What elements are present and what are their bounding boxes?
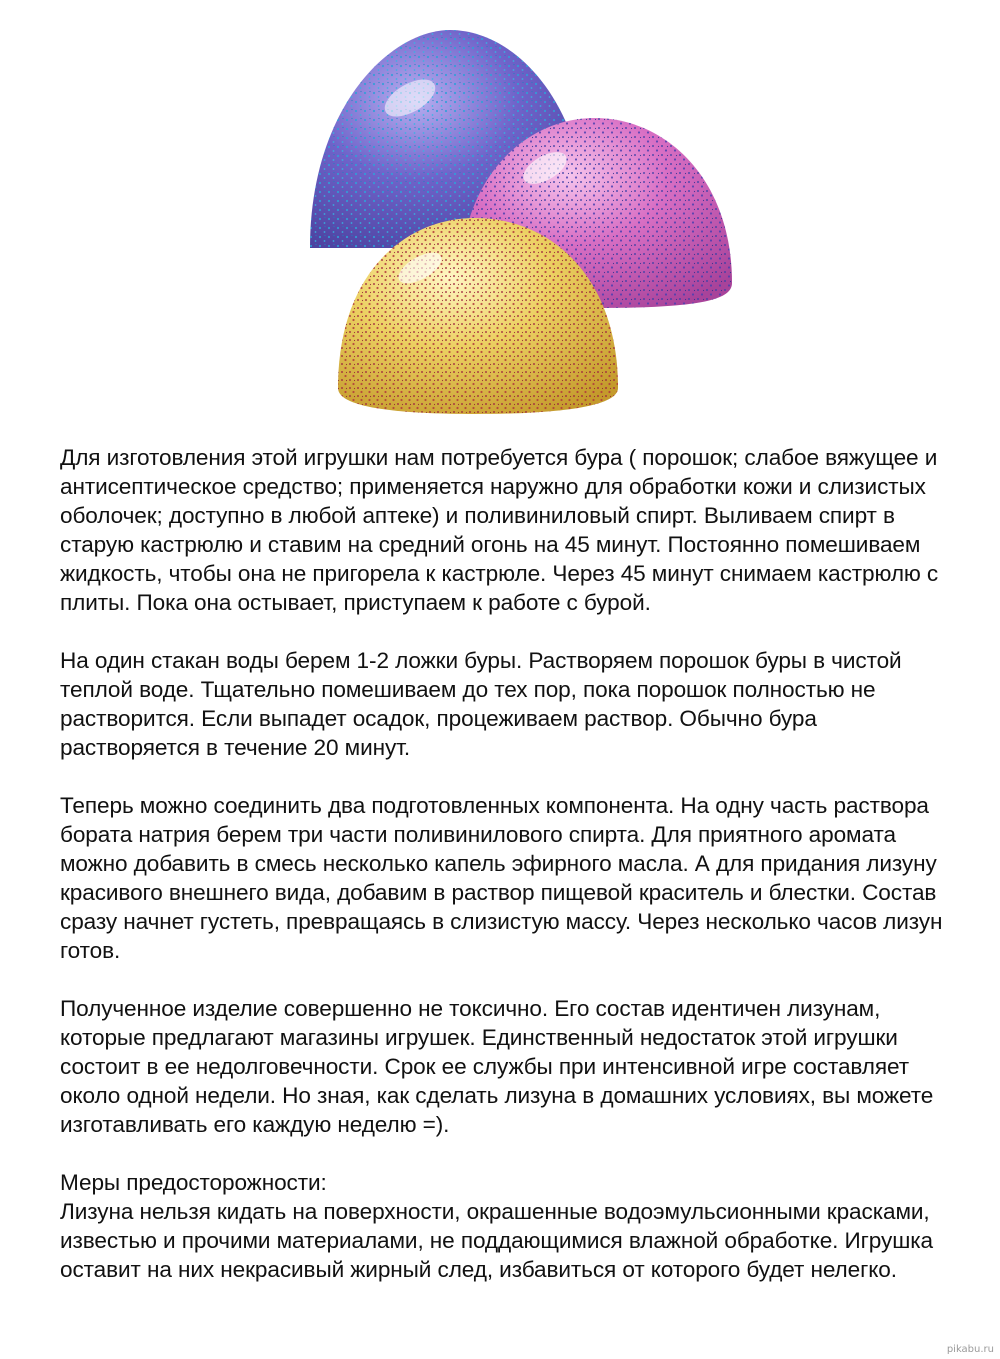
paragraph-preparation: Для изготовления этой игрушки нам потребуется бура ( порошок; слабое вяжущее и антисептическое средство; применяется наружно для обработки кожи и слизистых оболочек; доступно в любой аптеке) и поливиниловый спирт. Выливаем спирт в старую кастрюлю и ставим на средний огонь на 45 минут. Постоянно помешиваем жидкость, чтобы она не пригорела к кастрюле. Через 45 минут снимаем кастрюлю с плиты. Пока она остывает, приступаем к работе с бурой. — [60, 445, 939, 615]
article-body — [60, 443, 960, 1284]
precautions-text: Лизуна нельзя кидать на поверхности, окрашенные водоэмульсионными красками, известью и прочими материалами, не поддающимися влажной обработке. Игрушка оставит на них некрасивый жирный след, избавиться от которого будет нелегко. — [60, 1199, 933, 1282]
precautions-section — [60, 1168, 960, 1284]
paragraph-result: Полученное изделие совершенно не токсично. Его состав идентичен лизунам, которые предлагают магазины игрушек. Единственный недостаток этой игрушки состоит в ее недолговечности. Срок ее службы при интенсивной игре составляет около одной недели. Но зная, как сделать лизуна в домашних условиях, вы можете изготавливать его каждую неделю =). — [60, 996, 934, 1137]
slime-domes-svg — [300, 18, 740, 418]
slime-domes-illustration — [300, 18, 740, 418]
paragraph-mixing: Теперь можно соединить два подготовленных компонента. На одну часть раствора бората натрия берем три части поливинилового спирта. Для приятного аромата можно добавить в смесь несколько капель эфирного масла. А для придания лизуну красивого внешнего вида, добавим в раствор пищевой краситель и блестки. Состав сразу начнет густеть, превращаясь в слизистую массу. Через несколько часов лизун готов. — [60, 793, 943, 963]
paragraph-borax-solution: На один стакан воды берем 1-2 ложки буры. Растворяем порошок буры в чистой теплой воде. Тщательно помешиваем до тех пор, пока порошок полностью не растворится. Если выпадет осадок, процеживаем раствор. Обычно бура растворяется в течение 20 минут. — [60, 648, 902, 760]
precautions-heading: Меры предосторожности: — [60, 1170, 327, 1195]
watermark: pikabu.ru — [946, 1344, 994, 1355]
